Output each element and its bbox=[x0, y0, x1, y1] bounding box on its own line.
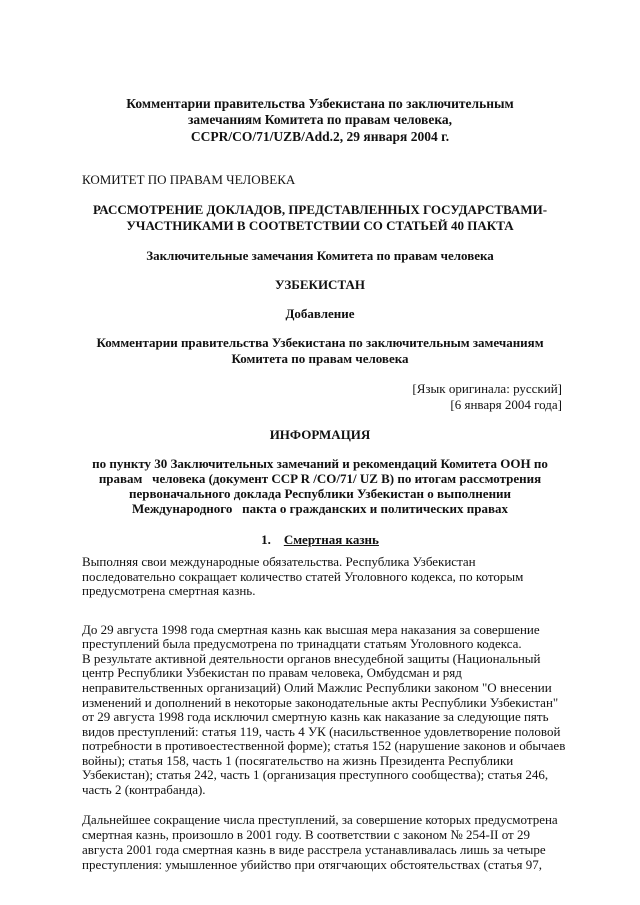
info-subtitle-line: по пункту 30 Заключительных замечаний и рекомендаций Комитета ООН по bbox=[92, 456, 548, 471]
comments-title-line: Комментарии правительства Узбекистана по заключительным замечаниям bbox=[96, 335, 544, 350]
paragraph-line: потребности в противоестественной форме); статья 152 (нарушение законов и обычаев bbox=[82, 738, 566, 753]
section-heading bbox=[0, 532, 640, 548]
document-title-line: замечаниям Комитета по правам человека, bbox=[187, 112, 453, 127]
paragraph-line: преступления: умышленное убийство при отягчающих обстоятельствах (статья 97, bbox=[82, 857, 543, 872]
paragraph-line: До 29 августа 1998 года смертная казнь как высшая мера наказания за совершение bbox=[82, 622, 540, 637]
document-title-line: Комментарии правительства Узбекистана по заключительным bbox=[126, 96, 514, 111]
paragraph-line: видов преступлений: статья 119, часть 4 УК (насильственное удовлетворение половой bbox=[82, 724, 561, 739]
paragraph-line: центр Республики Узбекистан по правам человека, Омбудсман и ряд bbox=[82, 665, 462, 680]
info-title: ИНФОРМАЦИЯ bbox=[269, 427, 371, 442]
paragraph-line: от 29 августа 1998 года исключил смертную казнь как наказание за следующие пять bbox=[82, 709, 549, 724]
info-subtitle-line: правам человека (документ CCP R /CO/71/ UZ B) по итогам рассмотрения bbox=[98, 471, 542, 486]
paragraph-line: войны); статья 158, часть 1 (посягательство на жизнь Президента Республики bbox=[82, 753, 514, 768]
section-number: 1. bbox=[261, 532, 271, 547]
info-subtitle-line: первоначального доклада Республики Узбекистан о выполнении bbox=[128, 486, 512, 501]
document-title-line: CCPR/CO/71/UZB/Add.2, 29 января 2004 г. bbox=[190, 129, 450, 144]
comments-title-line: Комитета по правам человека bbox=[231, 351, 409, 366]
heading-line: РАССМОТРЕНИЕ ДОКЛАДОВ, ПРЕДСТАВЛЕННЫХ ГОСУДАРСТВАМИ- bbox=[92, 202, 548, 217]
document-date: [6 января 2004 года] bbox=[450, 397, 562, 412]
paragraph-line: Выполняя свои международные обязательства. Республика Узбекистан bbox=[82, 554, 476, 569]
country-heading: УЗБЕКИСТАН bbox=[275, 277, 365, 292]
subheading: Заключительные замечания Комитета по правам человека bbox=[146, 248, 494, 263]
paragraph-line: преступлений была предусмотрена по тринадцати статьям Уголовного кодекса. bbox=[82, 636, 522, 651]
paragraph-line: неправительственных организаций) Олий Мажлис Республики законом "О внесении bbox=[82, 680, 552, 695]
committee-name: КОМИТЕТ ПО ПРАВАМ ЧЕЛОВЕКА bbox=[82, 172, 296, 187]
paragraph-line: августа 2001 года смертная казнь в виде расстрела устанавливалась лишь за четыре bbox=[82, 842, 546, 857]
paragraph-line: Дальнейшее сокращение числа преступлений, за совершение которых предусмотрена bbox=[82, 812, 558, 827]
paragraph-line: В результате активной деятельности органов внесудебной защиты (Национальный bbox=[82, 651, 541, 666]
section-title: Смертная казнь bbox=[283, 532, 379, 547]
heading-line: УЧАСТНИКАМИ В СООТВЕТСТВИИ СО СТАТЬЕЙ 40 ПАКТА bbox=[126, 218, 514, 233]
paragraph-line: изменений и дополнений в некоторые законодательные акты Республики Узбекистан" bbox=[82, 695, 559, 710]
paragraph-line: часть 2 (контрабанда). bbox=[82, 782, 206, 797]
info-subtitle-line: Международного пакта о гражданских и политических правах bbox=[132, 501, 508, 516]
paragraph-line: Узбекистан); статья 242, часть 1 (организация преступного сообщества); статья 246, bbox=[82, 767, 549, 782]
paragraph-line: последовательно сокращает количество статей Уголовного кодекса, по которым bbox=[82, 569, 524, 584]
addendum-heading: Добавление bbox=[285, 306, 355, 321]
paragraph-line: смертная казнь, произошло в 2001 году. В соответствии с законом № 254-II от 29 bbox=[82, 827, 530, 842]
original-language: [Язык оригинала: русский] bbox=[412, 381, 562, 396]
paragraph-line: предусмотрена смертная казнь. bbox=[82, 583, 256, 598]
